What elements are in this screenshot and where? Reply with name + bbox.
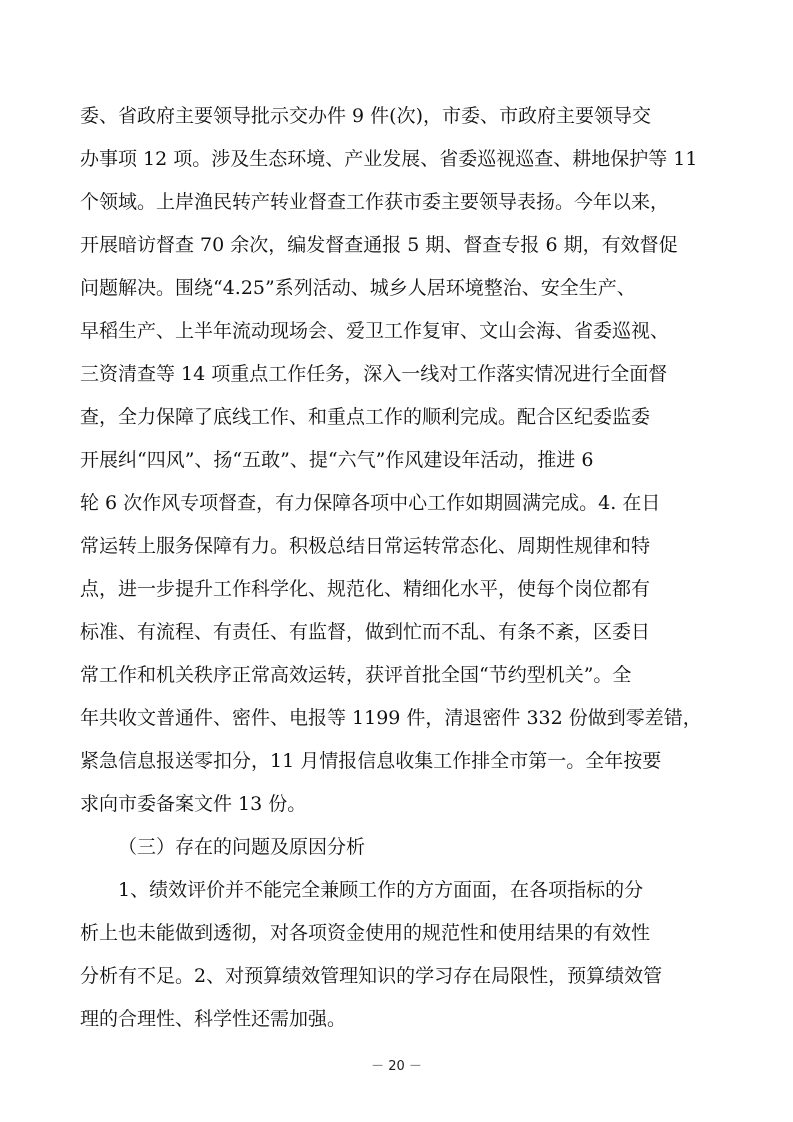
body-text-line: 理的合理性、科学性还需加强。 xyxy=(80,1008,347,1030)
body-text-line: 三资清查等 14 项重点工作任务，深入一线对工作落实情况进行全面督 xyxy=(80,363,668,385)
body-text-line: 常运转上服务保障有力。积极总结日常运转常态化、周期性规律和特 xyxy=(80,535,651,557)
body-text-line: 标准、有流程、有责任、有监督，做到忙而不乱、有条不紊，区委日 xyxy=(80,621,651,643)
body-text-line: 开展暗访督查 70 余次，编发督查通报 5 期、督查专报 6 期，有效督促 xyxy=(80,234,678,256)
section-heading: （三）存在的问题及原因分析 xyxy=(118,836,366,858)
page-number: － 20 － xyxy=(371,1059,422,1074)
body-text-line: 分析有不足。2、对预算绩效管理知识的学习存在局限性，预算绩效管 xyxy=(80,965,663,987)
body-text-line: 开展纠“四风”、扬“五敢”、提“六气”作风建设年活动，推进 6 xyxy=(80,449,594,471)
body-text-line: 轮 6 次作风专项督查，有力保障各项中心工作如期圆满完成。4. 在日 xyxy=(80,492,661,514)
body-text-line: 委、省政府主要领导批示交办件 9 件(次)，市委、市政府主要领导交 xyxy=(80,105,651,127)
body-text-line: 析上也未能做到透彻，对各项资金使用的规范性和使用结果的有效性 xyxy=(80,922,651,944)
body-text-line: 查，全力保障了底线工作、和重点工作的顺利完成。配合区纪委监委 xyxy=(80,406,651,428)
body-text-line: 紧急信息报送零扣分，11 月情报信息收集工作排全市第一。全年按要 xyxy=(80,750,662,772)
body-text-line: 常工作和机关秩序正常高效运转，获评首批全国“节约型机关”。全 xyxy=(80,664,632,686)
body-text-line: 早稻生产、上半年流动现场会、爱卫工作复审、文山会海、省委巡视、 xyxy=(80,320,670,342)
body-text-line: 年共收文普通件、密件、电报等 1199 件，清退密件 332 份做到零差错， xyxy=(80,707,702,729)
body-text-line: 问题解决。围绕“4.25”系列活动、城乡人居环境整治、安全生产、 xyxy=(80,277,636,299)
body-text-line: 点，进一步提升工作科学化、规范化、精细化水平，使每个岗位都有 xyxy=(80,578,651,600)
body-text-line: 求向市委备案文件 13 份。 xyxy=(80,793,307,815)
body-text-line: 个领域。上岸渔民转产转业督查工作获市委主要领导表扬。今年以来， xyxy=(80,191,670,213)
body-text-line: 1、绩效评价并不能完全兼顾工作的方方面面，在各项指标的分 xyxy=(118,879,644,901)
body-text-line: 办事项 12 项。涉及生态环境、产业发展、省委巡视巡查、耕地保护等 11 xyxy=(80,148,698,170)
